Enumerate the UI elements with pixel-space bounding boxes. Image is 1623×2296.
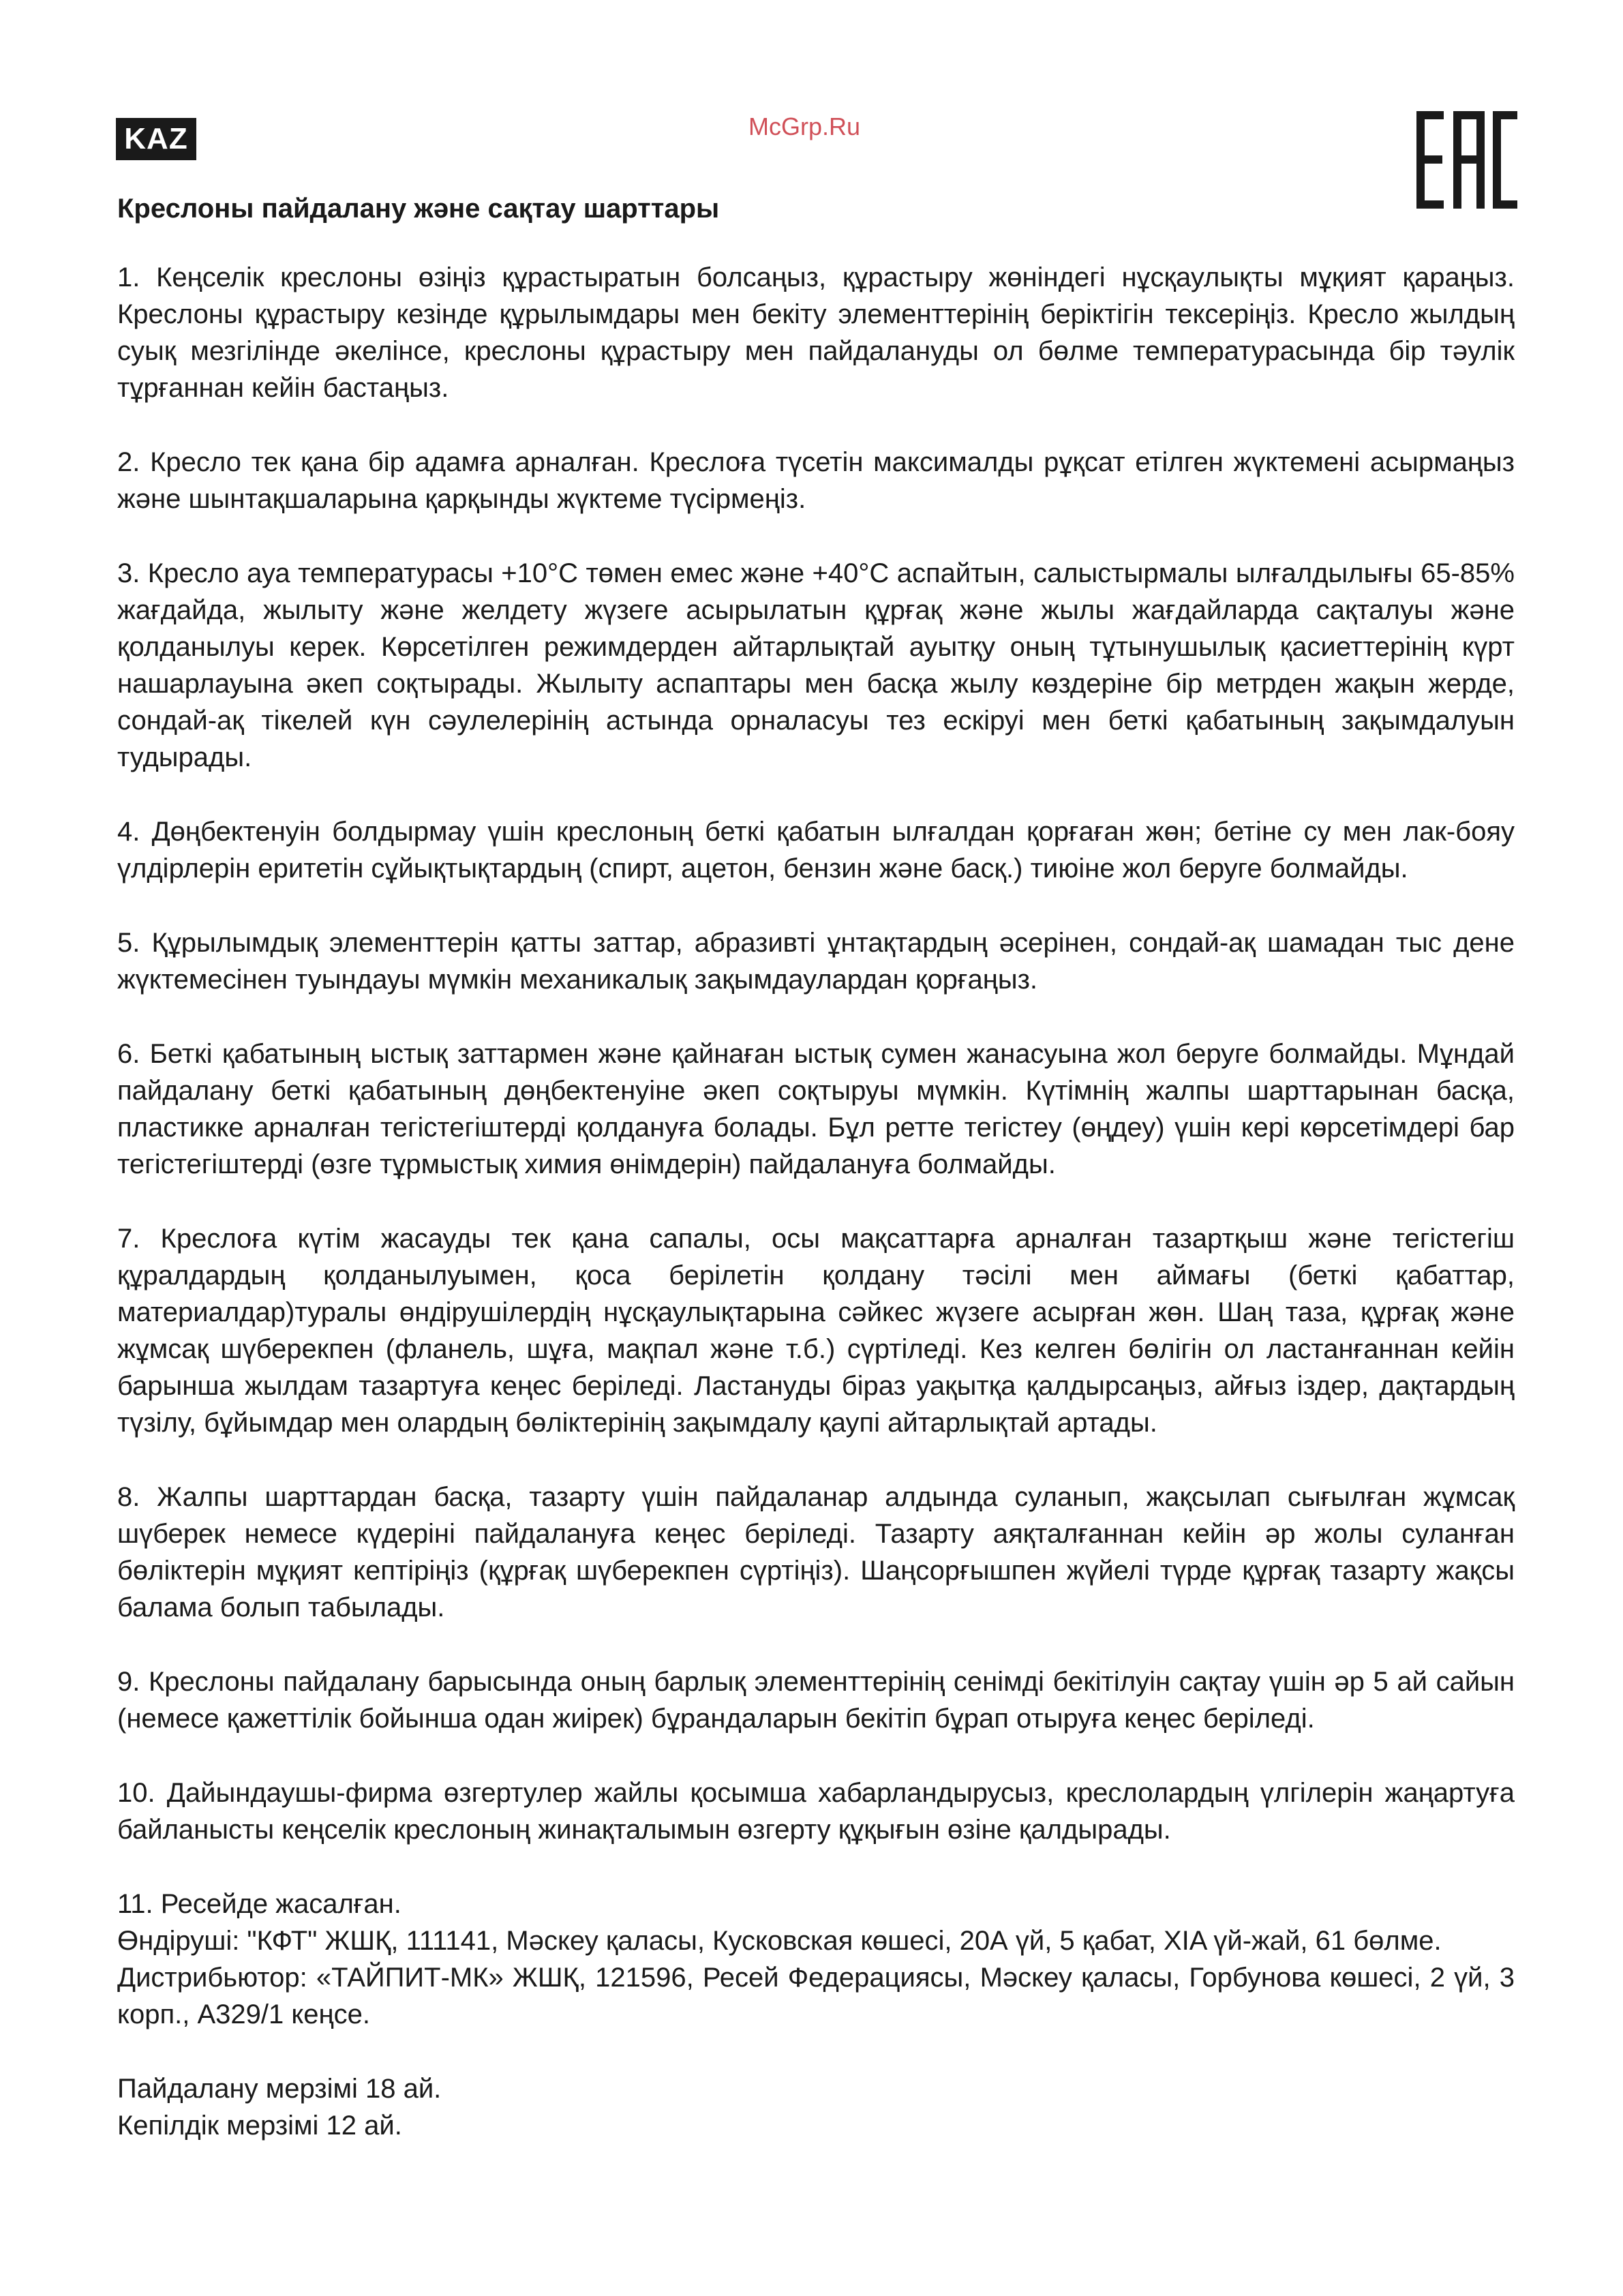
distributor-line: Дистрибьютор: «ТАЙПИТ-МК» ЖШҚ, 121596, Ресей Федерациясы, Мәскеу қаласы, Горбунова көшесі, 2 үй, 3 корп., А329/1 кеңсе.: [117, 1963, 1515, 2029]
eac-certification-icon: [1416, 111, 1517, 209]
manufacturer-line: Өндіруші: "КФТ" ЖШҚ, 111141, Мәскеу қаласы, Кусковская көшесі, 20А үй, 5 қабат, XIA үй-жай, 61 бөлме.: [117, 1926, 1442, 1956]
paragraph-2: 2. Кресло тек қана бір адамға арналған. Креслоға түсетін максималды рұқсат етілген жүктемені асырмаңыз және шынтақшаларына қарқынды жүктеме түсірмеңіз.: [117, 447, 1515, 514]
document-body: [117, 259, 1515, 2144]
paragraph-10: 10. Дайындаушы-фирма өзгертулер жайлы қосымша хабарландырусыз, креслолардың үлгілерін жаңартуға байланысты кеңселік креслоның жинақталымын өзгерту құқығын өзіне қалдырады.: [117, 1778, 1515, 1845]
watermark: McGrp.Ru: [748, 112, 861, 140]
paragraph-4: 4. Дөңбектенуін болдырмау үшін креслоның беткі қабатын ылғалдан қорғаған жөн; бетіне су мен лак-бояу үлдірлерін еритетін сұйықтықтардың (спирт, ацетон, бензин және басқ.) тиюіне жол беруге болмайды.: [117, 817, 1515, 883]
paragraph-7: 7. Креслоға күтім жасауды тек қана сапалы, осы мақсаттарға арналған тазартқыш және тегістегіш құралдардың қолданылуымен, қоса берілетін қолдану тәсілі мен аймағы (беткі қабаттар, материалдар)туралы өндірушілердің нұсқаулықтарына сәйкес жүзеге асырған жөн. Шаң таза, құрғақ және жұмсақ шүберекпен (фланель, шұға, мақпал және т.б.) сүртіледі. Кез келген бөлігін ол ластанғаннан кейін барынша жылдам тазартуға кеңес беріледі. Ластануды біраз уақытқа қалдырсаңыз, айғыз іздер, дақтардың түзілу, бұйымдар мен олардың бөліктерінің зақымдалу қаупі айтарлықтай артады.: [117, 1224, 1515, 1438]
paragraph-1: 1. Кеңселік креслоны өзіңіз құрастыратын болсаңыз, құрастыру жөніндегі нұсқаулықты мұқият қараңыз. Креслоны құрастыру кезінде құрылымдары мен бекіту элементтерінің беріктігін тексеріңіз. Кресло жылдың суық мезгілінде әкелінсе, креслоны құрастыру мен пайдалануды ол бөлме температурасында бір тәулік тұрғаннан кейін бастаңыз.: [117, 262, 1515, 403]
terms-info: [117, 2070, 1515, 2144]
document-title: Креслоны пайдалану және сақтау шарттары: [117, 194, 720, 224]
service-life-line: Пайдалану мерзімі 18 ай.: [117, 2074, 442, 2104]
paragraph-8: 8. Жалпы шарттардан басқа, тазарту үшін пайдаланар алдында суланып, жақсылап сығылған жұмсақ шүберек немесе күдеріні пайдалануға кеңес беріледі. Тазарту аяқталғаннан кейін әр жолы суланған бөліктерін мұқият кептіріңіз (құрғақ шүберекпен сүртіңіз). Шаңсорғышпен жүйелі түрде құрғақ тазарту жақсы балама болып табылады.: [117, 1482, 1515, 1622]
language-badge: KAZ: [116, 118, 196, 160]
paragraph-9: 9. Креслоны пайдалану барысында оның барлық элементтерінің сенімді бекітілуін сақтау үшін әр 5 ай сайын (немесе қажеттілік бойынша одан жиірек) бұрандаларын бекітіп бұрап отыруға кеңес беріледі.: [117, 1667, 1515, 1734]
paragraph-3: 3. Кресло ауа температурасы +10°С төмен емес және +40°С аспайтын, салыстырмалы ылғалдылығы 65-85% жағдайда, жылыту және желдету жүзеге асырылатын құрғақ және жылы жағдайларда сақталуы және қолданылуы керек. Көрсетілген режимдерден айтарлықтай ауытқу оның тұтынушылық қасиеттерінің күрт нашарлауына әкеп соқтырады. Жылыту аспаптары мен басқа жылу көздеріне бір метрден жақын жерде, сондай-ақ тікелей күн сәулелерінің астында орналасуы тез ескіруі мен беткі қабатының зақымдалуын тудырады.: [117, 558, 1515, 772]
origin-line: 11. Ресейде жасалған.: [117, 1889, 401, 1919]
manufacturer-info: [117, 1886, 1515, 2033]
paragraph-5: 5. Құрылымдық элементтерін қатты заттар, абразивті ұнтақтардың әсерінен, сондай-ақ шамадан тыс дене жүктемесінен туындауы мүмкін механикалық зақымдаулардан қорғаңыз.: [117, 928, 1515, 995]
warranty-line: Кепілдік мерзімі 12 ай.: [117, 2111, 402, 2141]
paragraph-6: 6. Беткі қабатының ыстық заттармен және қайнаған ыстық сумен жанасуына жол беруге болмайды. Мұндай пайдалану беткі қабатының дөңбектенуіне әкеп соқтыруы мүмкін. Күтімнің жалпы шарттарынан басқа, пластикке арналған тегістегіштерді қолдануға болады. Бұл ретте тегістеу (өңдеу) үшін кері көрсетімдері бар тегістегіштерді (өзге тұрмыстық химия өнімдерін) пайдалануға болмайды.: [117, 1039, 1515, 1179]
